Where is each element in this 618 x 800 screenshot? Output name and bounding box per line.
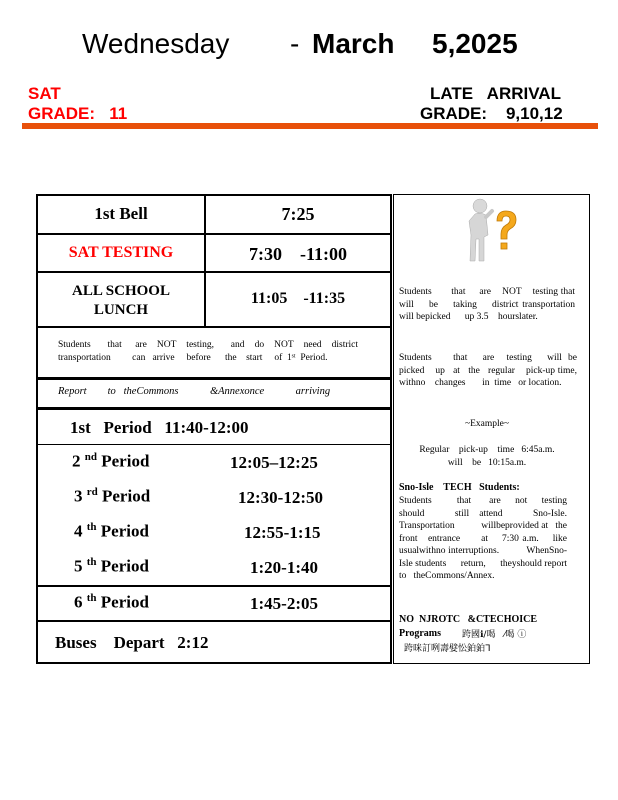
- table-rule: [36, 271, 392, 273]
- no-testing-note: Students that are NOT testing, and do NOT need district transportation can arrive before the start of 1ˢᵗ Period.: [58, 340, 361, 363]
- title-date: 5,2025: [432, 28, 518, 59]
- period-3-number: 3: [74, 486, 83, 506]
- table-rule: [36, 377, 392, 380]
- title-dash: -: [290, 28, 300, 59]
- sat-testing-time: 7:30 -11:00: [249, 244, 347, 264]
- period-4-label: [74, 521, 204, 542]
- example-line-1: Regular pick-up time 6:45a.m.: [419, 445, 555, 455]
- table-rule: [36, 407, 392, 410]
- lunch-label: [38, 282, 204, 320]
- lunch-time: 11:05 -11:35: [250, 290, 346, 307]
- first-bell-time: 7:25: [281, 204, 315, 224]
- title-day: Wednesday: [82, 28, 230, 59]
- table-rule: [36, 620, 392, 622]
- garbled-text-1: 跨國ℹ︎/喝 ⁄喝 ⓘ: [462, 630, 527, 640]
- period-4-word: Period: [100, 521, 149, 541]
- sat-header: SAT: [28, 84, 61, 103]
- table-rule: [36, 326, 392, 328]
- period-5-number: 5: [74, 556, 83, 576]
- example-line-2: will be 10:15a.m.: [447, 458, 527, 468]
- period-5-word: Period: [100, 556, 149, 576]
- period-2-word: Period: [101, 451, 150, 471]
- period-3-time: 12:30-12:50: [238, 488, 323, 507]
- sno-isle-note: Students that are not testing should still attend Sno-Isle. Transportation willbeprovided at the front entrance at 7:30 a.m. like usualwithno interruptions. WhenSno-Isle students return, theyshould report to theCommons/Annex.: [399, 496, 579, 581]
- period-4-time: 12:55-1:15: [244, 523, 321, 542]
- period-2-label: [72, 451, 202, 472]
- period-3-word: Period: [102, 486, 151, 506]
- period-6-suffix: th: [86, 592, 97, 604]
- period-4-suffix: th: [86, 521, 97, 533]
- period-5-suffix: th: [86, 556, 97, 568]
- lunch-label-line1: ALL SCHOOL: [72, 283, 170, 299]
- late-arrival-header: LATE ARRIVAL: [430, 84, 561, 103]
- buses-depart: Buses Depart 2:12: [55, 633, 209, 652]
- sno-isle-heading: Sno-Isle TECH Students:: [399, 482, 520, 493]
- period-1: 1st Period 11:40-12:00: [70, 418, 249, 437]
- njrotc-programs: Programs: [399, 628, 442, 639]
- example-label: ~Example~: [464, 419, 510, 429]
- period-2-number: 2: [72, 451, 81, 471]
- period-6-label: [74, 592, 204, 613]
- table-rule: [36, 444, 392, 445]
- title-month: March: [312, 28, 395, 59]
- sat-grade: GRADE: 11: [28, 104, 128, 123]
- header-divider: [22, 123, 598, 129]
- garbled-text-2: 跨咪訂咧壽嬖忪鉑鉑ᒣ: [404, 644, 491, 654]
- person-with-question-mark-icon: [466, 197, 522, 267]
- period-5-time: 1:20-1:40: [250, 558, 318, 577]
- period-5-label: [74, 556, 204, 577]
- late-arrival-grade: GRADE: 9,10,12: [420, 104, 563, 123]
- page-title: [0, 26, 618, 66]
- period-2-suffix: nd: [84, 451, 97, 463]
- sat-testing-label: SAT TESTING: [68, 244, 174, 261]
- non-testing-transport-note: Students that are NOT testing that will be taking district transportation will bepicked up 3.5 hourslater.: [399, 287, 597, 322]
- report-note: Report to theCommons &Annexonce arriving: [58, 386, 331, 397]
- period-6-time: 1:45-2:05: [250, 594, 318, 613]
- period-6-number: 6: [74, 592, 83, 612]
- lunch-label-line2: LUNCH: [93, 302, 149, 318]
- period-4-number: 4: [74, 521, 83, 541]
- period-2-time: 12:05–12:25: [230, 453, 318, 472]
- table-rule: [36, 585, 392, 587]
- period-3-suffix: rd: [86, 486, 98, 498]
- table-rule: [36, 233, 392, 235]
- testing-transport-note: Students that are testing will be picked up at the regular pick-up time, withno changes in time or location.: [399, 353, 589, 388]
- first-bell-label: 1st Bell: [94, 204, 148, 223]
- period-3-label: [74, 486, 204, 507]
- period-6-word: Period: [100, 592, 149, 612]
- njrotc-heading: NO NJROTC &CTECHOICE: [399, 614, 538, 625]
